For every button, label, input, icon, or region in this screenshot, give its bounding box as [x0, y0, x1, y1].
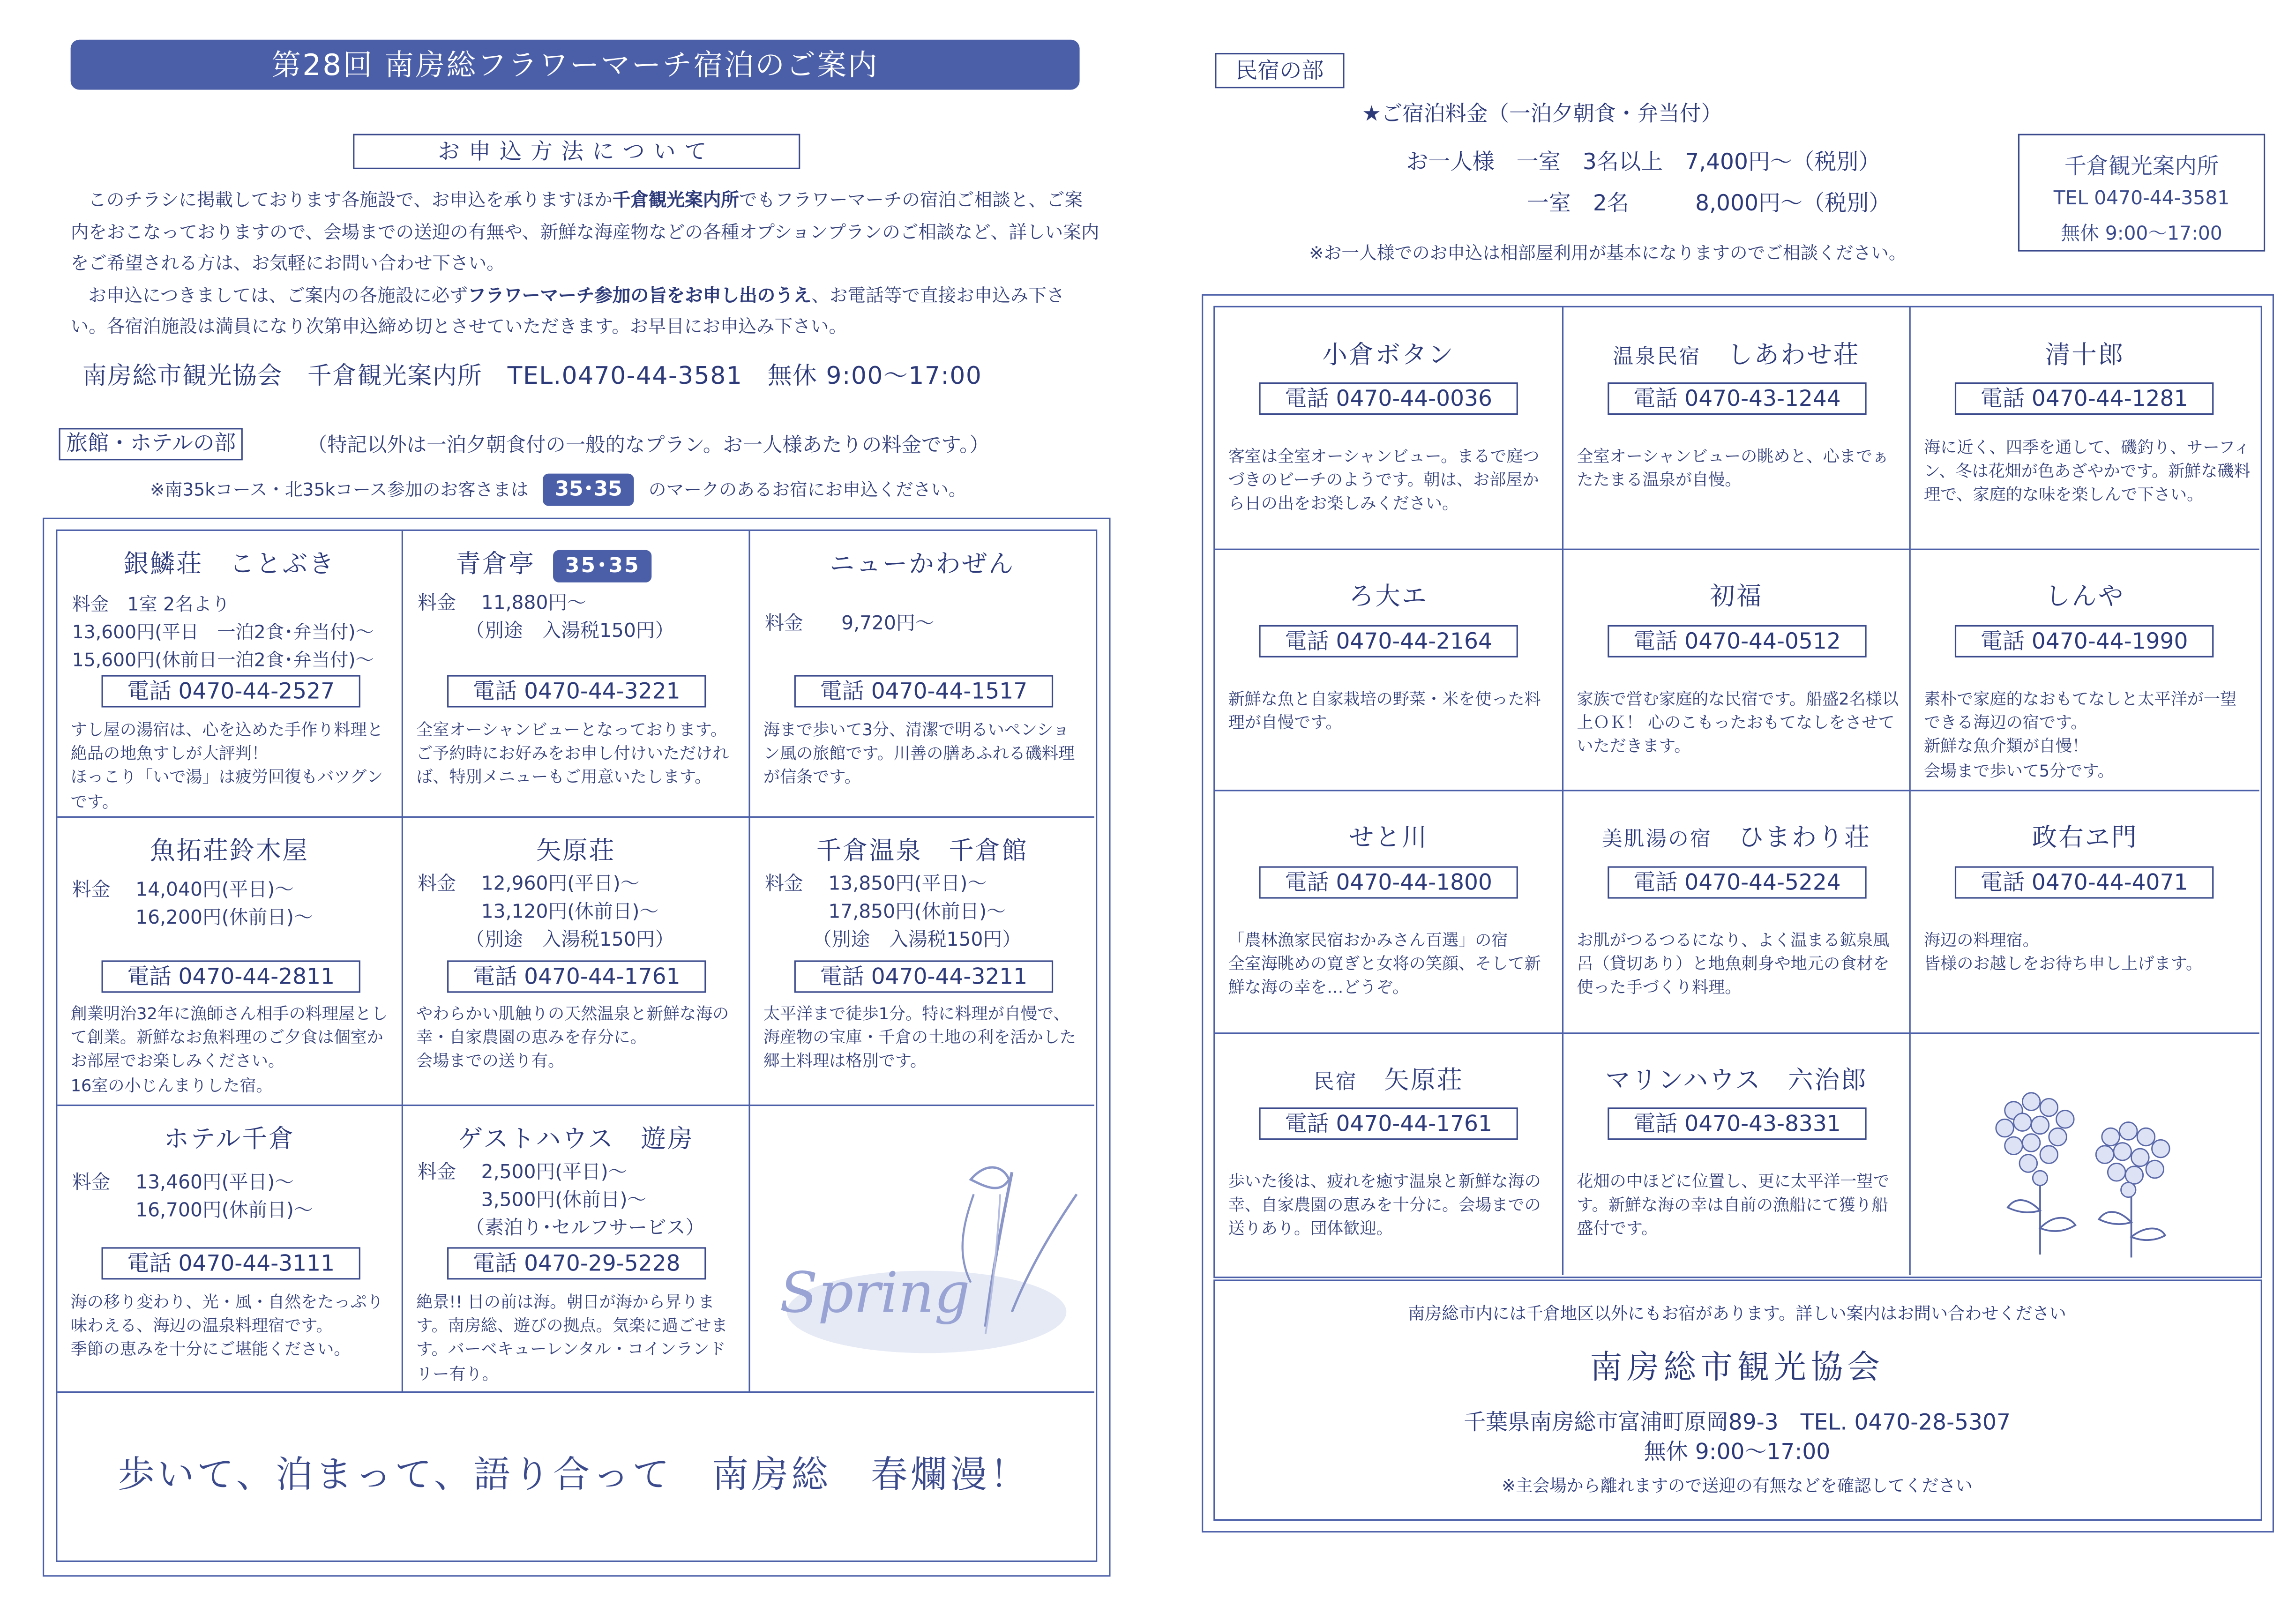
- minshuku-phone: 電話 0470-44-2164: [1259, 625, 1518, 657]
- minshuku-name: せと川: [1348, 823, 1428, 853]
- minshuku-name: 温泉民宿 しあわせ荘: [1613, 341, 1860, 371]
- hydrangea-illustration-cell: [1911, 1034, 2259, 1275]
- minshuku-description: 新鮮な魚と自家栽培の野菜・米を使った料理が自慢です。: [1228, 689, 1541, 733]
- info-office-title: 千倉観光案内所: [2064, 153, 2219, 179]
- minshuku-card: [1563, 307, 1911, 550]
- minshuku-description: 素朴で家庭的なおもてなしと太平洋が一望できる海辺の宿です。 新鮮な魚介類が自慢！ 会場まで歩いて5分です。: [1924, 689, 2237, 781]
- ryokan-price: 料金 11,880円～ （別途 入湯税150円）: [418, 592, 674, 643]
- fee-title: ★ご宿泊料金（一泊夕朝食・弁当付）: [1362, 103, 1723, 127]
- minshuku-name: 政右ヱ門: [2032, 823, 2138, 853]
- info-office-tel: TEL 0470-44-3581: [2053, 188, 2230, 210]
- ryokan-description: 海の移り変わり、光・風・自然をたっぷり味わえる、海辺の温泉料理宿です。 季節の恵みを十分にご堪能ください。: [70, 1292, 383, 1360]
- minshuku-phone: 電話 0470-44-4071: [1955, 866, 2214, 899]
- ryokan-price: 料金 2,500円(平日)～ 3,500円(休前日)～ （素泊り･セルフサービス）: [418, 1162, 705, 1240]
- ryokan-name: 青倉亭 35･35: [403, 543, 749, 583]
- minshuku-card: [1215, 791, 1563, 1034]
- minshuku-card: [1563, 550, 1911, 792]
- ryokan-phone: 電話 0470-44-3221: [447, 675, 706, 708]
- intro-highlight-office: 千倉観光案内所: [612, 189, 739, 210]
- spring-illustration-cell: [750, 1106, 1094, 1393]
- minshuku-phone: 電話 0470-43-8331: [1608, 1107, 1866, 1140]
- minshuku-description: 「農林漁家民宿おかみさん百選」の宿 全室海眺めの寛ぎと女将の笑顔、そして新鮮な海の幸を…どうぞ。: [1228, 931, 1541, 998]
- minshuku-name: ろ大エ: [1348, 582, 1428, 612]
- ryokan-price: 料金 9,720円～: [764, 613, 935, 635]
- ryokan-name: ホテル千倉: [164, 1125, 295, 1155]
- ryokan-description: やわらかい肌触りの天然温泉と新鮮な海の幸・自家農園の恵みを存分に。 会場までの送り有。: [416, 1004, 729, 1072]
- ryokan-phone: 電話 0470-44-1517: [794, 675, 1053, 708]
- ryokan-description: 絶景!! 目の前は海。朝日が海から昇ります。南房総、遊びの拠点。気楽に過ごせます。バーベキューレンタル・コインランドリー有り。: [416, 1292, 728, 1384]
- ryokan-section-title: 旅館・ホテルの部: [59, 428, 243, 460]
- info-office-hours: 無休 9:00～17:00: [2061, 224, 2222, 246]
- minshuku-card: [1911, 307, 2259, 550]
- fee-line-2: 一室 2名 8,000円～（税別）: [1526, 189, 1891, 217]
- ryokan-name: ニューかわぜん: [830, 550, 1015, 580]
- ryokan-name: 千倉温泉 千倉館: [816, 837, 1028, 866]
- minshuku-phone: 電話 0470-44-0512: [1608, 625, 1866, 657]
- ryokan-name: 魚拓荘鈴木屋: [150, 837, 309, 866]
- minshuku-description: 客室は全室オーシャンビュー。まるで庭つづきのビーチのようです。朝は、お部屋から日の出をお楽しみください。: [1228, 447, 1540, 514]
- intro-paragraph-2: お申込につきましては、ご案内の各施設に必ずフラワーマーチ参加の旨をお申し出のうえ、お電話等で直接お申込み下さい。各宿泊施設は満員になり次第申込締め切とさせていただきます。お早目にお申込み下さい。: [70, 284, 1065, 337]
- ryokan-description: 太平洋まで徒歩1分。特に料理が自慢で、海産物の宝庫・千倉の土地の利を活かした郷土料理は格別です。: [763, 1004, 1076, 1072]
- ryokan-description: 全室オーシャンビューとなっております。ご予約時にお好みをお申し付けいただければ、特別メニューもご用意いたします。: [416, 720, 729, 788]
- intro-paragraph-1: このチラシに掲載しております各施設で、お申込を承りますほか千倉観光案内所でもフラワーマーチの宿泊ご相談と、ご案内をおこなっておりますので、会場までの送迎の有無や、新鮮な海産物などの各種オプションプランのご相談など、詳しい案内をご希望される方は、お気軽にお問い合わせ下さい。: [70, 189, 1099, 274]
- ryokan-card: [57, 531, 403, 818]
- minshuku-phone: 電話 0470-44-1281: [1955, 382, 2214, 415]
- minshuku-card: [1563, 791, 1911, 1034]
- footer-note-top: 南房総市内には千倉地区以外にもお宿があります。詳しい案内はお問い合わせください: [1408, 1303, 2066, 1324]
- minshuku-card: [1215, 1034, 1563, 1275]
- minshuku-description: 家族で営む家庭的な民宿です。船盛2名様以上ＯＫ！ 心のこもったおもてなしをさせていただきます。: [1577, 689, 1899, 757]
- ryokan-description: 創業明治32年に漁師さん相手の料理屋として創業。新鮮なお魚料理のご夕食は個室かお部屋でお楽しみください。 16室の小じんまりした宿。: [70, 1004, 388, 1095]
- association-contact-line: 南房総市観光協会 千倉観光案内所 TEL.0470-44-3581 無休 9:00～17:00: [82, 362, 982, 390]
- ryokan-phone: 電話 0470-44-2811: [102, 960, 360, 993]
- minshuku-phone: 電話 0470-44-0036: [1259, 382, 1518, 415]
- course-note: ※南35kコース・北35kコース参加のお客さまは 35･35 のマークのあるお宿にお申込ください。: [150, 474, 966, 506]
- ryokan-phone: 電話 0470-29-5228: [447, 1247, 706, 1279]
- minshuku-name: 民宿 矢原荘: [1313, 1066, 1464, 1096]
- ryokan-card: [403, 818, 750, 1106]
- ryokan-price: 料金 14,040円(平日)～ 16,200円(休前日)～: [72, 879, 313, 930]
- howto-title: お申込方法について: [353, 134, 800, 169]
- ryokan-card: [57, 818, 403, 1106]
- ryokan-description: 海まで歩いて3分、清潔で明るいペンション風の旅館です。川善の膳あふれる磯料理が信条です。: [763, 720, 1075, 788]
- minshuku-prefix: 温泉民宿: [1613, 345, 1701, 369]
- ryokan-price: 料金 12,960円(平日)～ 13,120円(休前日)～ （別途 入湯税150円）: [418, 874, 674, 952]
- minshuku-phone: 電話 0470-43-1244: [1608, 382, 1866, 415]
- ryokan-phone: 電話 0470-44-3211: [794, 960, 1053, 993]
- minshuku-phone: 電話 0470-44-5224: [1608, 866, 1866, 899]
- ryokan-card: [403, 1106, 750, 1393]
- minshuku-prefix: 民宿: [1313, 1070, 1358, 1094]
- ryokan-card: [750, 818, 1094, 1106]
- minshuku-card: [1215, 307, 1563, 550]
- fee-note: ※お一人様でのお申込は相部屋利用が基本になりますのでご相談ください。: [1309, 242, 1907, 263]
- ryokan-phone: 電話 0470-44-3111: [102, 1247, 360, 1279]
- ryokan-card: [750, 531, 1094, 818]
- spring-flower-illustration-icon: [750, 1106, 1094, 1393]
- minshuku-card: [1215, 550, 1563, 792]
- footer-note-bottom: ※主会場から離れますので送迎の有無などを確認してください: [1502, 1475, 1973, 1496]
- fee-line-1: お一人様 一室 3名以上 7,400円～（税別）: [1406, 148, 1881, 175]
- minshuku-description: 花畑の中ほどに位置し、更に太平洋一望です。新鮮な海の幸は自前の漁船にて獲り船盛付です。: [1577, 1172, 1890, 1239]
- minshuku-name: 清十郎: [2045, 341, 2125, 371]
- minshuku-phone: 電話 0470-44-1761: [1259, 1107, 1518, 1140]
- minshuku-description: 海に近く、四季を通して、磯釣り、サーフィン、冬は花畑が色あざやかです。新鮮な磯料理で、家庭的な味を楽しんで下さい。: [1924, 438, 2251, 505]
- intro-highlight-flowermarch: フラワーマーチ参加の旨をお申し出のうえ: [468, 284, 812, 306]
- slogan: 歩いて、泊まって、語り合って 南房総 春爛漫！: [118, 1453, 1030, 1496]
- minshuku-section-title: 民宿の部: [1215, 53, 1344, 88]
- intro-text: [71, 185, 1100, 343]
- ryokan-section-note: （特記以外は一泊夕朝食付の一般的なプラン。お一人様あたりの料金です。）: [307, 433, 989, 458]
- minshuku-card: [1911, 791, 2259, 1034]
- ryokan-name: ゲストハウス 遊房: [457, 1125, 694, 1155]
- minshuku-description: 海辺の料理宿。 皆様のお越しをお待ち申し上げます。: [1924, 931, 2203, 974]
- hydrangea-illustration-icon: [1911, 1034, 2259, 1275]
- ryokan-name: 矢原荘: [536, 837, 616, 866]
- ryokan-card: [57, 1106, 403, 1393]
- ryokan-card: [403, 531, 750, 818]
- ryokan-name: 銀鱗荘 ことぶき: [123, 550, 336, 580]
- course-badge: 35･35: [553, 550, 652, 583]
- course-badge: 35･35: [543, 474, 634, 506]
- ryokan-price: 料金 13,460円(平日)～ 16,700円(休前日)～: [72, 1172, 313, 1223]
- footer-hours: 無休 9:00～17:00: [1644, 1438, 1831, 1465]
- minshuku-description: お肌がつるつるになり、よく温まる鉱泉風呂（貸切あり）と地魚刺身や地元の食材を使った手づくり料理。: [1577, 931, 1890, 998]
- minshuku-phone: 電話 0470-44-1800: [1259, 866, 1518, 899]
- ryokan-phone: 電話 0470-44-1761: [447, 960, 706, 993]
- info-office-box: [2018, 134, 2265, 252]
- minshuku-name: 初福: [1710, 582, 1763, 612]
- minshuku-name: 小倉ボタン: [1322, 341, 1455, 371]
- ryokan-phone: 電話 0470-44-2527: [102, 675, 360, 708]
- minshuku-name: しんや: [2045, 582, 2125, 612]
- minshuku-name: マリンハウス 六治郎: [1605, 1066, 1868, 1096]
- footer-organization: 南房総市観光協会: [1590, 1350, 1885, 1387]
- minshuku-prefix: 美肌湯の宿: [1601, 828, 1713, 852]
- footer-address: 千葉県南房総市富浦町原岡89-3 TEL. 0470-28-5307: [1463, 1409, 2011, 1436]
- minshuku-card: [1911, 550, 2259, 792]
- ryokan-price: 料金 13,850円(平日)～ 17,850円(休前日)～ （別途 入湯税150円）: [764, 874, 1022, 952]
- minshuku-name: 美肌湯の宿 ひまわり荘: [1601, 823, 1871, 853]
- spring-text: Spring: [779, 1260, 970, 1326]
- minshuku-card: [1563, 1034, 1911, 1275]
- minshuku-description: 全室オーシャンビューの眺めと、心までぁたたまる温泉が自慢。: [1577, 447, 1889, 490]
- ryokan-price: 料金 1室 2名より 13,600円(平日 一泊2食･弁当付)～ 15,600円(休前日一泊2食･弁当付)～: [72, 592, 374, 671]
- minshuku-description: 歩いた後は、疲れを癒す温泉と新鮮な海の幸、自家農園の恵みを十分に。会場までの送りあり。団体歓迎。: [1228, 1172, 1541, 1239]
- page-title: 第28回 南房総フラワーマーチ宿泊のご案内: [71, 40, 1080, 90]
- ryokan-description: すし屋の湯宿は、心を込めた手作り料理と絶品の地魚すしが大評判！ ほっこり「いで湯」は疲労回復もバツグンです。: [70, 720, 383, 812]
- minshuku-phone: 電話 0470-44-1990: [1955, 625, 2214, 657]
